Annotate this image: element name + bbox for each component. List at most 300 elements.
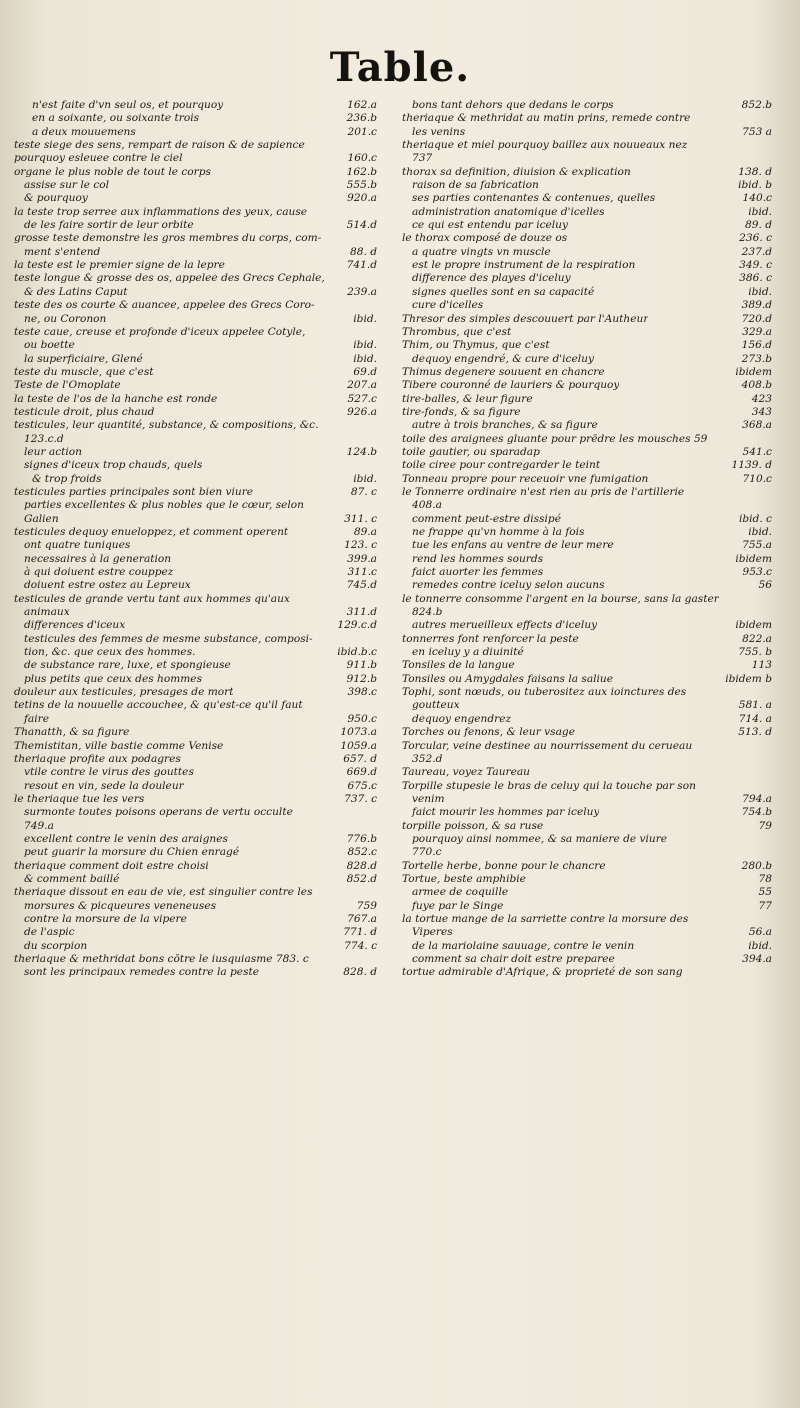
index-entry (14, 686, 379, 699)
index-entry-text: Torpille stupesie le bras de celuy qui la touche par son (402, 779, 696, 792)
index-entry-text: le Tonnerre ordinaire n'est rien au pris de l'artillerie (402, 485, 685, 498)
index-entry (14, 446, 379, 459)
index-entry-page-ref: 236. c (739, 232, 772, 245)
index-entry (14, 766, 379, 779)
index-entry-page-ref: 776.b (346, 832, 377, 845)
index-entry-page-ref: 1073.a (340, 726, 377, 739)
index-entry-page-ref: ibid. (353, 352, 377, 365)
index-entry-text: a deux mouuemens (32, 125, 136, 138)
index-entry-text: comment peut-estre dissipé (412, 512, 561, 525)
index-entry (14, 633, 379, 646)
index-entry-text: tetins de la nouuelle accouchee, & qu'est-ce qu'il faut (14, 699, 303, 712)
index-entry-text: rend les hommes sourds (412, 552, 544, 565)
index-entry-page-ref: 669.d (346, 766, 377, 779)
index-entry (14, 286, 379, 299)
index-entry-text: teste caue, creuse et profonde d'iceux appelee Cotyle, (14, 325, 306, 338)
index-entry-page-ref: ibid. (748, 205, 772, 218)
index-entry-page-ref: 926.a (347, 405, 377, 418)
index-entry-page-ref: 79 (758, 819, 772, 832)
index-entry (402, 753, 774, 766)
index-entry-text: testicules dequoy enueloppez, et comment operent (14, 526, 289, 538)
index-entry-text: leur action (24, 445, 83, 458)
index-entry-page-ref: 399.a (347, 552, 377, 565)
index-entry-text: organe le plus noble de tout le corps (14, 165, 211, 178)
index-entry (402, 806, 774, 819)
index-entry (14, 846, 379, 859)
index-entry-text: Tonsiles ou Amygdales faisans la saliue (402, 672, 614, 685)
index-entry-text: plus petits que ceux des hommes (24, 672, 203, 685)
index-entry (402, 553, 774, 566)
index-entry-text: à qui doiuent estre couppez (24, 566, 174, 579)
index-entry-text: Tonneau propre pour receuoir vne fumigation (402, 472, 649, 485)
index-entry (14, 433, 379, 446)
index-entry (402, 499, 774, 512)
index-entry-page-ref: ibid. (353, 339, 377, 352)
index-entry (14, 272, 379, 285)
index-entry (14, 486, 379, 499)
index-entry-text: 408.a (412, 499, 442, 512)
index-entry-text: teste du muscle, que c'est (14, 365, 154, 378)
index-entry-page-ref: 273.b (741, 352, 772, 365)
index-entry-text: tire-fonds, & sa figure (402, 405, 521, 418)
index-entry-page-ref: 124.b (346, 445, 377, 458)
index-entry (402, 699, 774, 712)
index-entry-text: tonnerres font renforcer la peste (402, 632, 579, 645)
index-entry (402, 259, 774, 272)
index-entry (14, 526, 379, 539)
index-entry-page-ref: 89. d (745, 219, 772, 232)
index-entry-page-ref: 56 (758, 579, 772, 592)
index-entry-text: raison de sa fabrication (412, 179, 539, 192)
index-entry (402, 326, 774, 339)
index-entry (402, 940, 774, 953)
index-entry-text: ont quatre tuniques (24, 539, 131, 552)
index-entry-page-ref: 239.a (347, 285, 377, 298)
index-entry-text: pourquoy esleuee contre le ciel (14, 152, 183, 165)
index-entry-page-ref: ibidem (735, 552, 772, 565)
index-entry (14, 179, 379, 192)
index-entry (402, 232, 774, 245)
index-entry-page-ref: 88. d (350, 245, 377, 258)
index-entry-page-ref: ibid.b.c (337, 646, 377, 659)
index-entry (14, 659, 379, 672)
index-entry-text: le theriaque tue les vers (14, 792, 145, 805)
index-entry-text: 749.a (24, 819, 54, 832)
index-entry-text: ne, ou Coronon (24, 312, 107, 325)
index-entry (14, 780, 379, 793)
index-entry (14, 99, 379, 112)
index-entry-page-ref: 123. c (344, 539, 377, 552)
index-entry-text: ses parties contenantes & contenues, quelles (412, 192, 656, 205)
index-entry (14, 673, 379, 686)
index-entry (402, 152, 774, 165)
index-entry (402, 820, 774, 833)
index-entry-text: theriaque & methridat bons cōtre le iusquiasme 783. c (14, 953, 309, 965)
index-entry-page-ref: 950.c (347, 712, 377, 725)
index-entry (14, 539, 379, 552)
index-entry-page-ref: 394.a (742, 953, 772, 965)
index-entry (402, 246, 774, 259)
index-entry-text: faict auorter les femmes (412, 566, 544, 579)
index-entry (14, 833, 379, 846)
index-entry-text: doiuent estre ostez au Lepreux (24, 579, 191, 592)
index-entry (402, 406, 774, 419)
index-entry-text: grosse teste demonstre les gros membres du corps, com- (14, 232, 322, 245)
index-entry-page-ref: 852.d (346, 872, 377, 885)
index-entry (402, 713, 774, 726)
index-entry-text: toile des araignees gluante pour prēdre les mousches 59 (402, 432, 708, 445)
index-entry (402, 833, 774, 846)
index-entry-text: vtile contre le virus des gouttes (24, 766, 194, 779)
index-entry-text: peut guarir la morsure du Chien enragé (24, 846, 240, 859)
index-entry-text: ne frappe qu'vn homme à la fois (412, 526, 585, 538)
index-entry-text: de les faire sortir de leur orbite (24, 219, 194, 232)
index-entry-page-ref: ibid. (748, 285, 772, 298)
index-entry-text: tortue admirable d'Afrique, & proprieté de son sang (402, 966, 683, 979)
index-entry-page-ref: 129.c.d (337, 619, 377, 632)
index-entry (402, 486, 774, 499)
index-entry (14, 593, 379, 606)
index-entry (402, 192, 774, 205)
index-entry-page-ref: 398.c (347, 686, 377, 699)
index-entry-text: remedes contre iceluy selon aucuns (412, 579, 605, 592)
index-entry (14, 646, 379, 659)
index-entry-text: toile gautier, ou sparadap (402, 445, 540, 458)
index-entry-text: contre la morsure de la vipere (24, 912, 187, 925)
index-entry (402, 579, 774, 592)
index-entry-text: testicule droit, plus chaud (14, 405, 155, 418)
index-entry-text: testicules des femmes de mesme substance, composi- (24, 632, 313, 645)
index-entry (14, 966, 379, 979)
index-entry (402, 766, 774, 779)
index-entry-page-ref: ibid. b (738, 179, 772, 192)
index-entry (14, 313, 379, 326)
index-entry-text: difference des playes d'iceluy (412, 272, 571, 285)
index-entry-text: goutteux (412, 699, 460, 712)
index-entry-text: theriaque comment doit estre choisi (14, 859, 209, 872)
index-entry (402, 379, 774, 392)
index-entry-text: necessaires à la generation (24, 552, 172, 565)
index-entry-text: de substance rare, luxe, et spongieuse (24, 659, 231, 672)
index-entry-text: du scorpion (24, 939, 88, 952)
index-entry (14, 513, 379, 526)
index-entry-page-ref: 140.c (742, 192, 772, 205)
index-entry-page-ref: 755.a (742, 539, 772, 552)
index-entry-page-ref: 55 (758, 886, 772, 899)
index-entry-page-ref: 311.d (346, 606, 377, 619)
index-entry-text: testicules, leur quantité, substance, & compositions, &c. (14, 419, 319, 432)
index-entry-text: Viperes (412, 926, 453, 939)
index-entry-page-ref: 753 a (742, 125, 772, 138)
index-entry-page-ref: 675.c (347, 779, 377, 792)
index-entry-page-ref: 852.c (347, 846, 377, 859)
index-entry-page-ref: 237.d (741, 245, 772, 258)
index-entry (402, 526, 774, 539)
index-entry-text: resout en vin, sede la douleur (24, 779, 184, 792)
index-entry-text: fuye par le Singe (412, 899, 504, 912)
index-entry (402, 286, 774, 299)
index-entry-text: differences d'iceux (24, 619, 126, 632)
index-entry-text: dequoy engendrez (412, 712, 512, 725)
index-entry-text: animaux (24, 606, 70, 619)
index-entry (14, 713, 379, 726)
index-entry-text: pourquoy ainsi nommee, & sa maniere de viure (412, 832, 668, 845)
index-entry-text: Tonsiles de la langue (402, 659, 515, 672)
index-entry (402, 219, 774, 232)
index-entry-text: morsures & picqueures veneneuses (24, 899, 217, 912)
index-entry-page-ref: 714. a (738, 712, 772, 725)
index-entry (402, 593, 774, 606)
index-entry-page-ref: 89.a (353, 526, 377, 538)
index-entry-text: testicules parties principales sont bien viure (14, 485, 254, 498)
index-entry (402, 740, 774, 753)
index-entry-text: la teste trop serree aux inflammations des yeux, cause (14, 205, 308, 218)
index-entry (14, 793, 379, 806)
index-entry-page-ref: 156.d (741, 339, 772, 352)
index-entry (14, 326, 379, 339)
index-entry-page-ref: 386. c (739, 272, 772, 285)
index-entry-text: les venins (412, 125, 466, 138)
index-entry-page-ref: ibid. (748, 939, 772, 952)
index-entry (402, 393, 774, 406)
index-entry-text: thorax sa definition, diuision & explication (402, 165, 631, 178)
index-entry-text: armee de coquille (412, 886, 509, 899)
index-entry-page-ref: ibid. (353, 312, 377, 325)
index-entry-text: 737 (412, 152, 433, 165)
index-entry-page-ref: 852.b (741, 99, 772, 111)
index-entry-text: Teste de l'Omoplate (14, 379, 121, 392)
index-entry (14, 192, 379, 205)
index-entry-text: la teste est le premier signe de la lepre (14, 259, 225, 272)
index-entry-text: 824.b (412, 606, 443, 619)
index-entry (402, 419, 774, 432)
index-entry-text: signes d'iceux trop chauds, quels (24, 459, 203, 472)
index-entry (14, 206, 379, 219)
index-entry-page-ref: 56.a (748, 926, 772, 939)
index-entry (14, 219, 379, 232)
index-entry-text: assise sur le col (24, 179, 110, 192)
index-entry-page-ref: 737. c (344, 792, 377, 805)
index-entry-text: ment s'entend (24, 245, 101, 258)
index-entry (14, 606, 379, 619)
index-entry-page-ref: 822.a (742, 632, 772, 645)
index-entry-text: ou boette (24, 339, 75, 352)
index-entry-text: Torcular, veine destinee au nourrissement du cerueau (402, 739, 693, 752)
index-entry-text: Tophi, sont nœuds, ou tuberositez aux ioinctures des (402, 686, 687, 699)
index-entry-page-ref: 1139. d (731, 459, 772, 472)
index-entry (402, 659, 774, 672)
index-entry-text: de l'aspic (24, 926, 75, 939)
index-entry-text: Thrombus, que c'est (402, 325, 512, 338)
index-entry-page-ref: 710.c (742, 472, 772, 485)
index-entry (14, 926, 379, 939)
index-entry-text: Torches ou fenons, & leur vsage (402, 726, 575, 739)
index-entry-text: tion, &c. que ceux des hommes. (24, 646, 196, 659)
index-entry-page-ref: 720.d (741, 312, 772, 325)
index-entry (14, 246, 379, 259)
page-title: Table. (329, 44, 471, 91)
index-entry (14, 259, 379, 272)
index-entry-page-ref: 794.a (742, 792, 772, 805)
index-entry-page-ref: 541.c (742, 445, 772, 458)
index-entry-page-ref: 162.b (346, 165, 377, 178)
index-entry (402, 446, 774, 459)
index-entry-page-ref: 69.d (353, 365, 377, 378)
index-entry-text: la teste de l'os de la hanche est ronde (14, 392, 218, 405)
index-entry (402, 860, 774, 873)
index-entry-text: sont les principaux remedes contre la peste (24, 966, 260, 979)
index-entry (14, 139, 379, 152)
index-entry-text: tire-balles, & leur figure (402, 392, 533, 405)
index-entry-page-ref: 138. d (738, 165, 772, 178)
index-entry-page-ref: ibidem (735, 365, 772, 378)
index-entry-page-ref: ibid. c (738, 512, 772, 525)
index-entry-page-ref: 771. d (343, 926, 377, 939)
index-entry-text: en iceluy y a diuinité (412, 646, 524, 659)
index-column-left (14, 99, 379, 1399)
index-entry (14, 419, 379, 432)
index-entry (402, 686, 774, 699)
index-entry-text: cure d'icelles (412, 299, 484, 312)
index-entry (402, 206, 774, 219)
index-entry-page-ref: 581. a (738, 699, 772, 712)
index-entry-page-ref: 745.d (346, 579, 377, 592)
index-entry (402, 339, 774, 352)
index-entry-page-ref: 201.c (347, 125, 377, 138)
index-entry (14, 166, 379, 179)
index-entry (14, 873, 379, 886)
index-entry (14, 126, 379, 139)
index-entry (14, 860, 379, 873)
index-entry-text: la superficiaire, Glené (24, 352, 143, 365)
index-entry-page-ref: 160.c (347, 152, 377, 165)
index-entry (402, 566, 774, 579)
index-entry-text: teste des os courte & auancee, appelee des Grecs Coro- (14, 299, 315, 312)
index-entry (402, 846, 774, 859)
index-entry (402, 166, 774, 179)
index-entry (402, 112, 774, 125)
index-entry-page-ref: 1059.a (340, 739, 377, 752)
index-entry (402, 780, 774, 793)
index-entry (14, 393, 379, 406)
index-entry (14, 740, 379, 753)
index-entry (402, 926, 774, 939)
index-entry-page-ref: 368.a (742, 419, 772, 432)
index-entry (14, 112, 379, 125)
index-entry (14, 913, 379, 926)
index-entry (402, 459, 774, 472)
index-entry-text: torpille poisson, & sa ruse (402, 819, 544, 832)
index-entry-text: 352.d (412, 752, 443, 765)
index-entry-text: & pourquoy (24, 192, 88, 205)
index-entry (14, 406, 379, 419)
index-entry-page-ref: 207.a (347, 379, 377, 392)
index-entry (14, 299, 379, 312)
index-entry-page-ref: 389.d (741, 299, 772, 312)
index-entry (14, 900, 379, 913)
index-entry (14, 953, 379, 966)
index-entry-text: faire (24, 712, 49, 725)
index-column-right (402, 99, 774, 1399)
index-entry (14, 459, 379, 472)
index-entry-page-ref: 513. d (738, 726, 772, 739)
index-entry (14, 579, 379, 592)
index-entry-text: testicules de grande vertu tant aux hommes qu'aux (14, 592, 290, 605)
index-entry-page-ref: 113 (751, 659, 772, 672)
index-entry (402, 886, 774, 899)
index-entry (402, 353, 774, 366)
index-entry (402, 513, 774, 526)
index-entry (14, 232, 379, 245)
index-entry (402, 966, 774, 979)
index-entry-page-ref: 920.a (347, 192, 377, 205)
index-entry-page-ref: 912.b (346, 672, 377, 685)
index-entry (14, 473, 379, 486)
index-entry-text: bons tant dehors que dedans le corps (412, 99, 614, 111)
index-entry-text: theriaque et miel pourquoy baillez aux nouueaux nez (402, 139, 688, 152)
index-entry (402, 900, 774, 913)
index-entry (14, 566, 379, 579)
index-entry (14, 820, 379, 833)
index-entry-text: administration anatomique d'icelles (412, 205, 605, 218)
index-entry (402, 539, 774, 552)
index-entry (14, 339, 379, 352)
index-entry-page-ref: 911.b (346, 659, 377, 672)
index-entry-text: theriaque dissout en eau de vie, est singulier contre les (14, 886, 313, 899)
index-entry-page-ref: 343 (751, 405, 772, 418)
index-entry-text: 123.c.d (24, 432, 64, 445)
index-entry-page-ref: 329.a (742, 325, 772, 338)
index-entry-page-ref: 78 (758, 872, 772, 885)
index-entry (14, 806, 379, 819)
index-entry (402, 179, 774, 192)
index-entry-page-ref: 527.c (347, 392, 377, 405)
index-entry-page-ref: 774. c (344, 939, 377, 952)
index-entry (14, 152, 379, 165)
index-entry-page-ref: 953.c (742, 566, 772, 579)
index-entry (402, 673, 774, 686)
index-entry-page-ref: 514.d (346, 219, 377, 232)
index-entry-text: douleur aux testicules, presages de mort (14, 686, 234, 699)
index-entry-text: tue les enfans au ventre de leur mere (412, 539, 614, 552)
index-entry-text: le thorax composé de douze os (402, 232, 568, 245)
index-entry (402, 619, 774, 632)
index-entry (14, 940, 379, 953)
index-entry-text: Thresor des simples descouuert par l'Autheur (402, 312, 649, 325)
index-entry-text: theriaque profite aux podagres (14, 752, 181, 765)
index-entry-page-ref: 408.b (741, 379, 772, 392)
index-entry (402, 873, 774, 886)
index-entry-text: comment sa chair doit estre preparee (412, 953, 615, 965)
index-entry (14, 726, 379, 739)
index-entry-text: toile ciree pour contregarder le teint (402, 459, 601, 472)
index-entry-text: Thanatth, & sa figure (14, 726, 130, 739)
index-entry (402, 99, 774, 112)
index-entry-text: Galien (24, 512, 59, 525)
index-entry-page-ref: 767.a (347, 912, 377, 925)
index-entry (14, 753, 379, 766)
index-entry-page-ref: ibid. (748, 526, 772, 538)
index-entry (14, 379, 379, 392)
index-entry-text: faict mourir les hommes par iceluy (412, 806, 600, 819)
index-entry-text: autres merueilleux effects d'iceluy (412, 619, 598, 632)
index-entry (14, 619, 379, 632)
index-entry-text: Thimus degenere souuent en chancre (402, 365, 605, 378)
index-entry (402, 953, 774, 966)
index-entry-text: Themistitan, ville bastie comme Venise (14, 739, 224, 752)
index-entry-text: n'est faite d'vn seul os, et pourquoy (32, 99, 224, 111)
index-entry (402, 646, 774, 659)
